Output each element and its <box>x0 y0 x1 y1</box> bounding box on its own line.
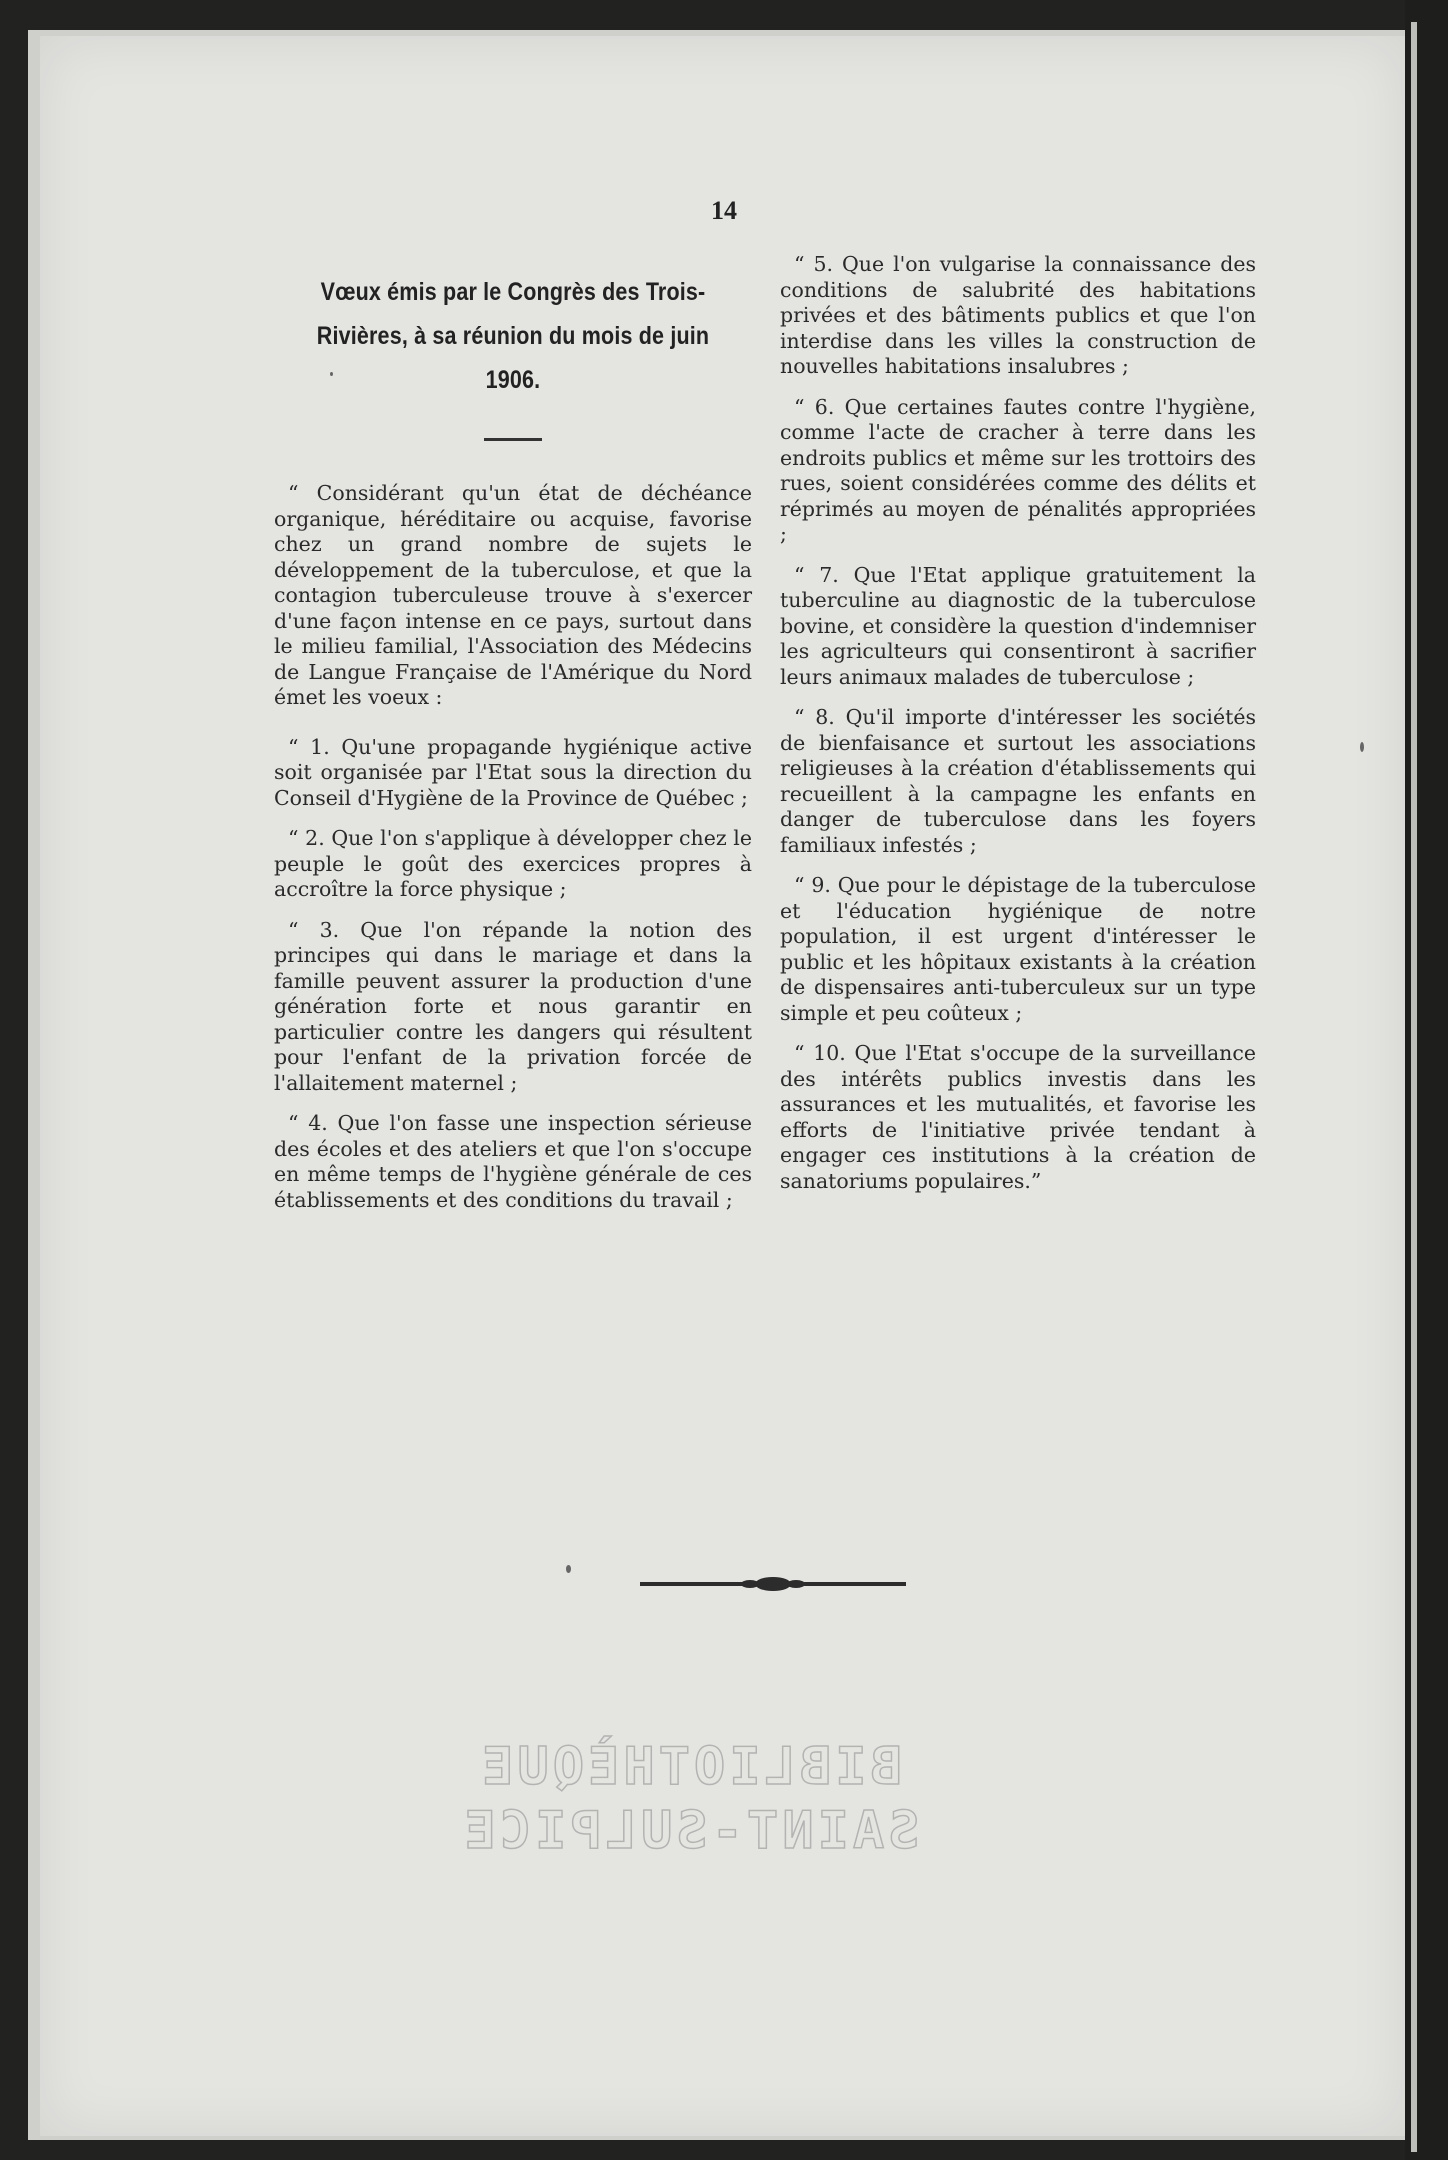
ink-speck <box>330 372 333 376</box>
left-column <box>274 270 752 1228</box>
paragraph-voeu-8: “ 8. Qu'il importe d'intéresser les sociétés de bienfaisance et surtout les associations religieuses à la création d'établissements qui recueillent à la campagne les enfants en danger de tuberculose dans les foyers familiaux infestés ; <box>780 705 1256 857</box>
right-column <box>780 252 1256 1209</box>
paragraph-preamble: “ Considérant qu'un état de déchéance organique, héréditaire ou acquise, favorise chez un grand nombre de sujets le développement de la tuberculose, et que la contagion tuberculeuse trouve à s'exercer d'une façon intense en ce pays, surtout dans le milieu familial, l'Association des Médecins de Langue Française de l'Amérique du Nord émet les voeux : <box>274 481 752 709</box>
paragraph-voeu-6: “ 6. Que certaines fautes contre l'hygiène, comme l'acte de cracher à terre dans les endroits publics et même sur les trottoirs des rues, soient considérées comme des délits et réprimés au moyen de pénalités appropriées ; <box>780 394 1256 546</box>
paragraph-voeu-10: “ 10. Que l'Etat s'occupe de la surveillance des intérêts publics investis dans les assurances et les mutualités, et favorise les efforts de l'initiative privée tendant à engager ces institutions à la création de sanatoriums populaires.” <box>780 1041 1256 1193</box>
ink-speck <box>566 1565 571 1573</box>
paragraph-voeu-9: “ 9. Que pour le dépistage de la tuberculose et l'éducation hygiénique de notre population, il est urgent d'intéresser le public et les hôpitaux existants à la création de dispensaires anti-tuberculeux sur un type simple et peu coûteux ; <box>780 873 1256 1025</box>
perforated-library-stamp <box>440 1735 940 1875</box>
section-heading: Vœux émis par le Congrès des Trois-Rivières, à sa réunion du mois de juin 1906. <box>316 278 710 394</box>
scanner-edge <box>1405 0 1448 2160</box>
page-number: 14 <box>711 196 737 225</box>
heading-rule <box>484 438 542 441</box>
paragraph-voeu-7: “ 7. Que l'Etat applique gratuitement la tuberculine au diagnostic de la tuberculose bovine, et considère la question d'indemniser les agriculteurs qui consentiront à sacrifier leurs animaux malades de tuberculose ; <box>780 562 1256 689</box>
paragraph-voeu-5: “ 5. Que l'on vulgarise la connaissance des conditions de salubrité des habitations privées et des bâtiments publics et que l'on interdise dans les villes la construction de nouvelles habitations insalubres ; <box>780 252 1256 378</box>
paragraph-voeu-4: “ 4. Que l'on fasse une inspection sérieuse des écoles et des ateliers et que l'on s'occupe en même temps de l'hygiène générale de ces établissements et des conditions du travail ; <box>274 1111 752 1212</box>
end-ornament <box>640 1570 906 1598</box>
paragraph-voeu-1: “ 1. Qu'une propagande hygiénique active soit organisée par l'Etat sous la direction du Conseil d'Hygiène de la Province de Québec ; <box>274 734 752 810</box>
paragraph-voeu-2: “ 2. Que l'on s'applique à développer chez le peuple le goût des exercices propres à accroître la force physique ; <box>274 826 752 901</box>
paragraph-voeu-3: “ 3. Que l'on répande la notion des principes qui dans le mariage et dans la famille peuvent assurer la production d'une génération forte et nous garantir en particulier contre les dangers qui résultent pour l'enfant de la privation forcée de l'allaitement maternel ; <box>274 917 752 1095</box>
stamp-line-1: BIBLIOTHÈQUE <box>478 1737 902 1797</box>
stamp-line-2: SAINT-SULPICE <box>460 1801 920 1861</box>
ink-speck <box>1360 742 1364 752</box>
